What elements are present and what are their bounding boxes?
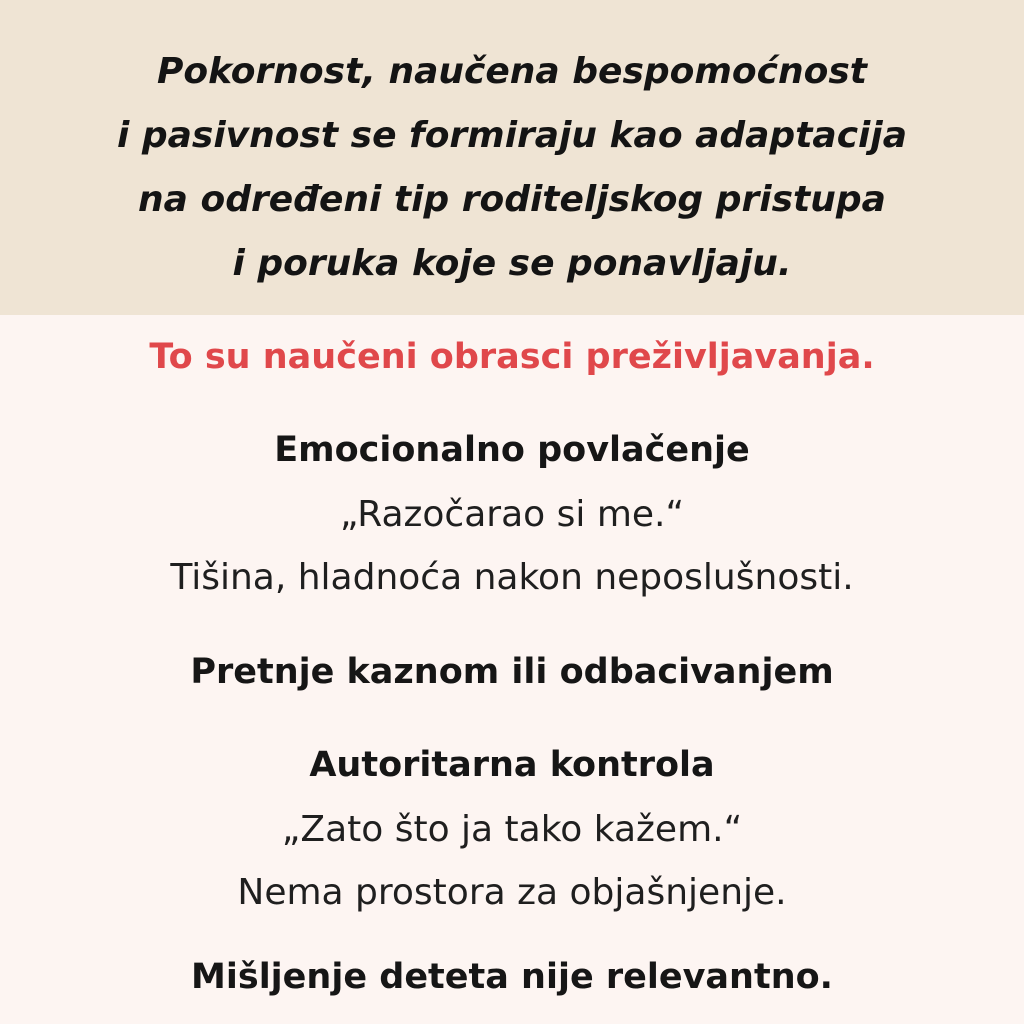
header-line-3: na određeni tip roditeljskog pristupa: [138, 179, 886, 220]
threats-title: Pretnje kaznom ili odbacivanjem: [190, 652, 834, 692]
child-opinion-title: Mišljenje deteta nije relevantno.: [191, 957, 833, 997]
header-line-4: i poruka koje se ponavljaju.: [232, 243, 792, 284]
header-banner: [0, 0, 1024, 315]
header-line-1: Pokornost, naučena bespomoćnost: [157, 51, 867, 92]
emotional-withdrawal-title: Emocionalno povlačenje: [274, 430, 750, 470]
header-line-2: i pasivnost se formiraju kao adaptacija: [116, 115, 908, 156]
authoritarian-control-title: Autoritarna kontrola: [309, 745, 715, 785]
authoritarian-control-description: Nema prostora za objašnjenje.: [237, 872, 787, 913]
emotional-withdrawal-quote: „Razočarao si me.“: [339, 494, 685, 535]
authoritarian-control-quote: „Zato što ja tako kažem.“: [281, 809, 743, 850]
emotional-withdrawal-description: Tišina, hladnoća nakon neposlušnosti.: [170, 557, 854, 598]
highlight-statement: To su naučeni obrasci preživljavanja.: [149, 337, 875, 377]
